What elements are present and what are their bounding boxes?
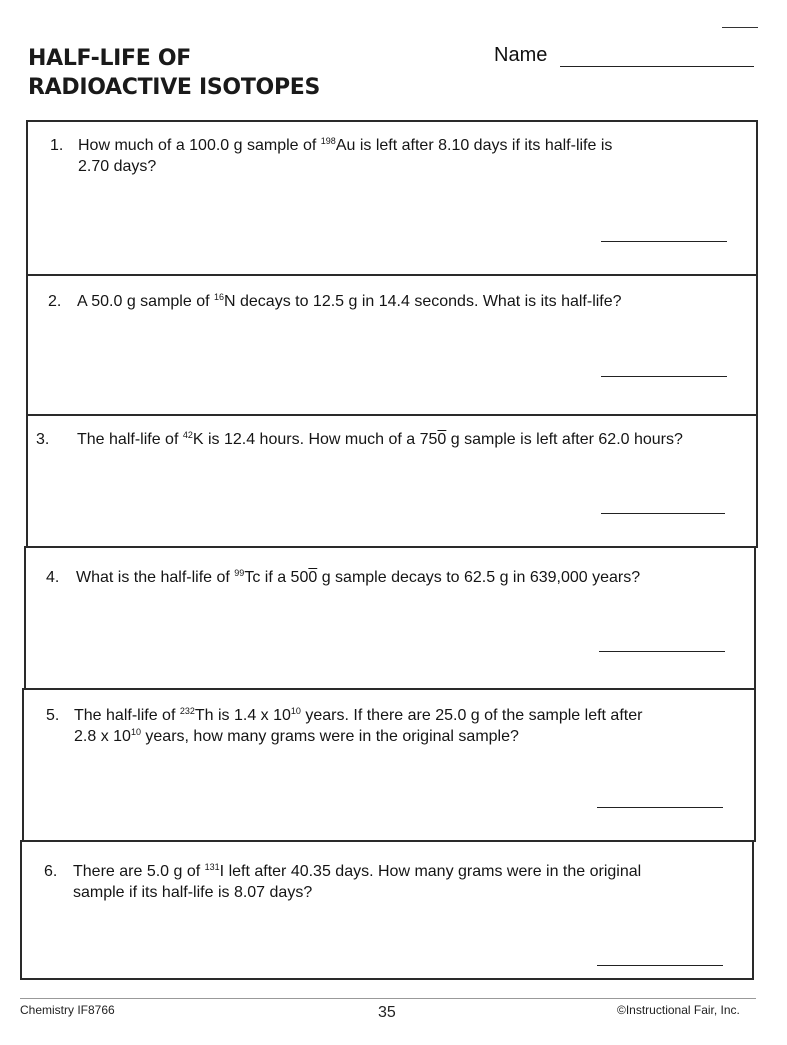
- exponent: 10: [130, 727, 141, 737]
- isotope-mass-number: 131: [204, 862, 220, 872]
- question-number: 6.: [44, 863, 58, 880]
- question-number: 5.: [46, 707, 60, 724]
- isotope-mass-number: 232: [179, 706, 195, 716]
- title-line-1: HALF-LIFE OF: [28, 46, 191, 71]
- footer-copyright: ©Instructional Fair, Inc.: [617, 1003, 740, 1017]
- answer-line-2[interactable]: [601, 376, 727, 377]
- footer-book-code: Chemistry IF8766: [20, 1003, 115, 1017]
- answer-line-1[interactable]: [601, 241, 727, 242]
- question-number: 3.: [36, 431, 50, 448]
- footer-divider: [20, 998, 756, 999]
- isotope-mass-number: 16: [213, 292, 224, 302]
- page-number: 35: [378, 1004, 396, 1021]
- answer-line-3[interactable]: [601, 513, 725, 514]
- question-number: 1.: [50, 137, 64, 154]
- name-label: Name: [494, 44, 548, 66]
- isotope-mass-number: 99: [234, 568, 245, 578]
- page-title: [28, 44, 320, 102]
- top-corner-dash: [722, 27, 758, 28]
- question-box-6: [20, 840, 754, 980]
- isotope-mass-number: 42: [182, 430, 193, 440]
- name-field[interactable]: [560, 66, 754, 67]
- title-line-2: RADIOACTIVE ISOTOPES: [28, 75, 321, 100]
- exponent: 10: [290, 706, 301, 716]
- answer-line-6[interactable]: [597, 965, 723, 966]
- question-number: 4.: [46, 569, 60, 586]
- answer-line-5[interactable]: [597, 807, 723, 808]
- answer-line-4[interactable]: [599, 651, 725, 652]
- isotope-mass-number: 198: [320, 136, 336, 146]
- question-number: 2.: [48, 293, 62, 310]
